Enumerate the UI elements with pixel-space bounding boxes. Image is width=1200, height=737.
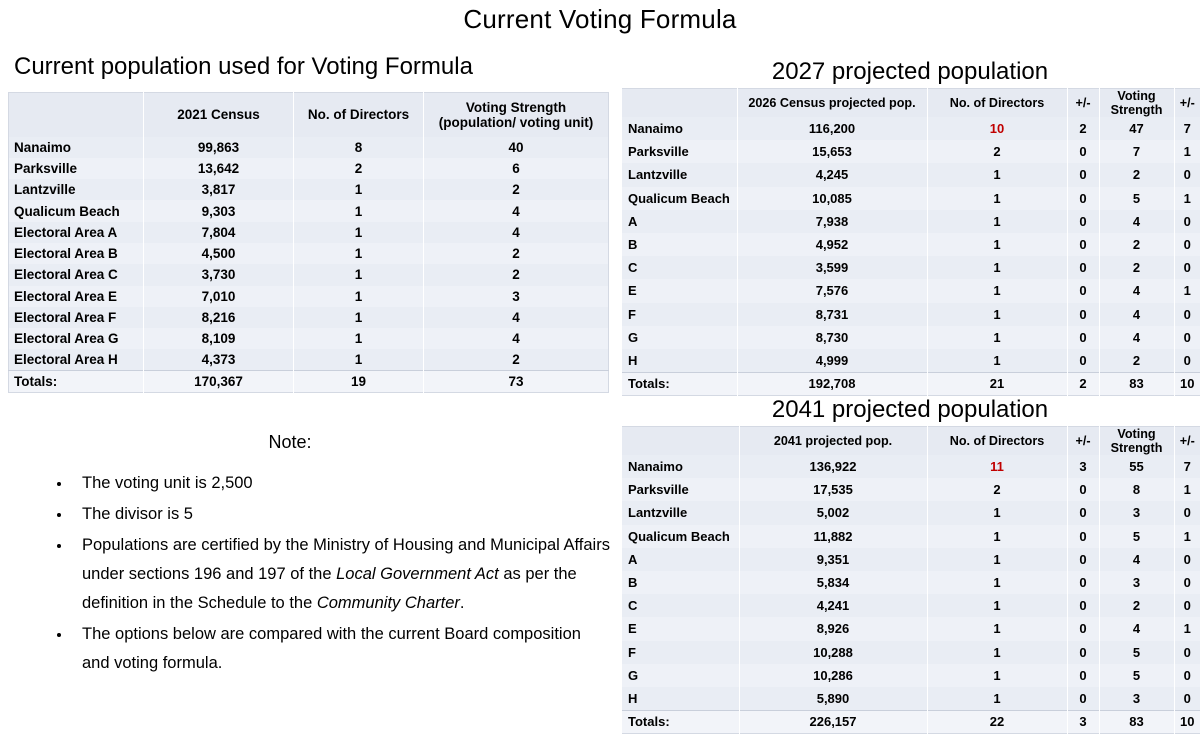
column-header-census: 2021 Census [144,93,294,137]
cell-number-of-directors: 1 [927,664,1067,687]
cell-number-of-directors: 2 [927,140,1067,163]
cell-number-of-directors: 1 [294,222,424,243]
cell-census-population: 4,373 [144,349,294,370]
cell-voting-strength: 4 [1099,279,1174,302]
cell-voting-strength-delta: 1 [1174,478,1200,501]
cell-jurisdiction-name: Parksville [9,158,144,179]
cell-voting-strength: 3 [1099,571,1174,594]
cell-directors-delta: 3 [1067,455,1099,478]
cell-number-of-directors: 8 [294,137,424,158]
column-header-directors-delta: +/- [1067,89,1099,118]
cell-projected-population: 4,952 [737,233,927,256]
cell-projected-population: 5,834 [739,571,927,594]
table-row [9,179,609,200]
cell-jurisdiction-name: C [622,594,739,617]
cell-directors-delta: 0 [1067,478,1099,501]
table-row [9,222,609,243]
column-header-voting-strength-delta: +/- [1174,89,1200,118]
column-header-directors-delta: +/- [1067,427,1099,456]
column-header-name [9,93,144,137]
cell-totals-label: Totals: [622,372,737,395]
cell-number-of-directors: 1 [927,525,1067,548]
cell-voting-strength: 4 [424,328,609,349]
projected-2041-table [622,426,1200,734]
cell-voting-strength-delta: 1 [1174,617,1200,640]
table-row [622,664,1200,687]
column-header-voting-strength [424,93,609,137]
cell-projected-population: 4,245 [737,163,927,186]
cell-jurisdiction-name: Qualicum Beach [622,525,739,548]
cell-voting-strength-delta: 7 [1174,117,1200,140]
table-row [622,478,1200,501]
cell-number-of-directors: 2 [927,478,1067,501]
cell-directors-delta: 2 [1067,117,1099,140]
column-header-voting-strength: Voting Strength [1099,427,1174,456]
cell-voting-strength: 4 [424,200,609,221]
table-row [9,328,609,349]
cell-number-of-directors: 1 [927,349,1067,372]
cell-number-of-directors: 1 [927,501,1067,524]
cell-directors-delta: 0 [1067,326,1099,349]
cell-projected-population: 8,926 [739,617,927,640]
cell-number-of-directors: 1 [294,349,424,370]
note-italic-term: Community Charter [316,594,460,612]
note-item [72,531,610,618]
cell-totals-voting-strength: 83 [1099,372,1174,395]
cell-number-of-directors: 1 [294,264,424,285]
column-header-directors: No. of Directors [294,93,424,137]
table-row [622,326,1200,349]
cell-number-of-directors: 1 [294,286,424,307]
cell-number-of-directors: 1 [927,571,1067,594]
cell-totals-directors: 22 [927,710,1067,733]
cell-totals-label: Totals: [622,710,739,733]
cell-directors-delta: 0 [1067,525,1099,548]
cell-directors-delta: 0 [1067,571,1099,594]
cell-totals-population: 192,708 [737,372,927,395]
cell-voting-strength: 2 [1099,594,1174,617]
table-row [622,210,1200,233]
cell-jurisdiction-name: H [622,349,737,372]
table-header-row [622,427,1200,456]
table-row [622,117,1200,140]
cell-projected-population: 116,200 [737,117,927,140]
note-item: • The options below are compared with the current Board composition and voting formula. [72,620,610,678]
table-row [622,187,1200,210]
cell-projected-population: 5,002 [739,501,927,524]
cell-number-of-directors: 1 [927,687,1067,710]
cell-census-population: 7,804 [144,222,294,243]
cell-jurisdiction-name: Electoral Area C [9,264,144,285]
table-row [622,163,1200,186]
cell-voting-strength-delta: 0 [1174,326,1200,349]
column-header-name [622,89,737,118]
current-population-table [8,92,609,393]
cell-jurisdiction-name: Electoral Area H [9,349,144,370]
table-row [622,641,1200,664]
cell-census-population: 3,817 [144,179,294,200]
totals-row [622,710,1200,733]
table-row [622,349,1200,372]
cell-jurisdiction-name: Qualicum Beach [622,187,737,210]
cell-directors-delta: 0 [1067,641,1099,664]
cell-voting-strength: 2 [1099,256,1174,279]
cell-voting-strength: 8 [1099,478,1174,501]
cell-projected-population: 9,351 [739,548,927,571]
cell-voting-strength: 4 [1099,326,1174,349]
cell-census-population: 8,109 [144,328,294,349]
cell-directors-delta: 0 [1067,548,1099,571]
table-row [9,243,609,264]
table-row [9,137,609,158]
cell-projected-population: 4,241 [739,594,927,617]
cell-directors-delta: 0 [1067,687,1099,710]
cell-projected-population: 3,599 [737,256,927,279]
cell-jurisdiction-name: Electoral Area G [9,328,144,349]
cell-voting-strength: 3 [424,286,609,307]
cell-jurisdiction-name: Electoral Area A [9,222,144,243]
cell-number-of-directors: 1 [927,163,1067,186]
cell-jurisdiction-name: A [622,210,737,233]
cell-voting-strength: 2 [1099,163,1174,186]
cell-jurisdiction-name: Nanaimo [622,455,739,478]
cell-voting-strength-delta: 0 [1174,349,1200,372]
cell-totals-label: Totals: [9,371,144,392]
cell-voting-strength-delta: 7 [1174,455,1200,478]
totals-row [9,371,609,392]
column-header-voting-strength: Voting Strength [1099,89,1174,118]
cell-jurisdiction-name: E [622,279,737,302]
cell-directors-delta: 0 [1067,594,1099,617]
cell-number-of-directors [927,455,1067,478]
cell-number-of-directors: 2 [294,158,424,179]
cell-jurisdiction-name: G [622,664,739,687]
cell-voting-strength-delta: 1 [1174,525,1200,548]
cell-voting-strength: 5 [1099,525,1174,548]
highlighted-value: 10 [989,121,1005,137]
cell-census-population: 13,642 [144,158,294,179]
cell-voting-strength-delta: 1 [1174,140,1200,163]
cell-totals-population: 226,157 [739,710,927,733]
cell-voting-strength: 55 [1099,455,1174,478]
note-text: . [459,594,465,612]
cell-directors-delta: 0 [1067,617,1099,640]
cell-voting-strength: 2 [1099,349,1174,372]
cell-jurisdiction-name: C [622,256,737,279]
cell-jurisdiction-name: Electoral Area B [9,243,144,264]
note-item: • The voting unit is 2,500 [72,469,610,498]
table-row [622,279,1200,302]
notes-block [10,432,610,680]
cell-projected-population: 7,938 [737,210,927,233]
cell-totals-directors-delta: 3 [1067,710,1099,733]
cell-number-of-directors: 1 [927,210,1067,233]
table-row [9,158,609,179]
cell-number-of-directors: 1 [294,307,424,328]
cell-voting-strength: 4 [1099,548,1174,571]
cell-jurisdiction-name: Nanaimo [9,137,144,158]
notes-title: Note: [268,432,312,452]
cell-number-of-directors: 1 [927,187,1067,210]
cell-voting-strength-delta: 0 [1174,303,1200,326]
cell-voting-strength-delta: 1 [1174,279,1200,302]
cell-directors-delta: 0 [1067,303,1099,326]
cell-voting-strength-delta: 0 [1174,687,1200,710]
cell-voting-strength: 7 [1099,140,1174,163]
cell-directors-delta: 0 [1067,279,1099,302]
table-row [622,140,1200,163]
page-title: Current Voting Formula [463,4,737,34]
cell-jurisdiction-name: Lantzville [9,179,144,200]
table-header-row [9,93,609,137]
cell-directors-delta: 0 [1067,233,1099,256]
cell-voting-strength: 6 [424,158,609,179]
cell-projected-population: 8,730 [737,326,927,349]
cell-voting-strength: 47 [1099,117,1174,140]
cell-voting-strength: 5 [1099,664,1174,687]
cell-projected-population: 15,653 [737,140,927,163]
column-header-directors: No. of Directors [927,89,1067,118]
left-section-heading: Current population used for Voting Formula [14,53,473,80]
cell-totals-voting-strength-delta: 10 [1174,372,1200,395]
cell-directors-delta: 0 [1067,349,1099,372]
cell-projected-population: 136,922 [739,455,927,478]
cell-census-population: 7,010 [144,286,294,307]
cell-census-population: 99,863 [144,137,294,158]
cell-number-of-directors: 1 [927,641,1067,664]
table-row [622,455,1200,478]
cell-number-of-directors: 1 [927,594,1067,617]
table-row [622,233,1200,256]
cell-totals-voting-strength: 73 [424,371,609,392]
cell-voting-strength: 4 [424,222,609,243]
cell-jurisdiction-name: Lantzville [622,501,739,524]
cell-voting-strength-delta: 0 [1174,256,1200,279]
cell-voting-strength: 2 [424,179,609,200]
cell-voting-strength: 2 [424,243,609,264]
cell-voting-strength-delta: 0 [1174,594,1200,617]
table-row [622,525,1200,548]
cell-totals-voting-strength: 83 [1099,710,1174,733]
cell-voting-strength-delta: 0 [1174,641,1200,664]
totals-row [622,372,1200,395]
cell-directors-delta: 0 [1067,664,1099,687]
projected-2027-table [622,88,1200,396]
cell-projected-population: 10,286 [739,664,927,687]
cell-jurisdiction-name: G [622,326,737,349]
cell-jurisdiction-name: Parksville [622,140,737,163]
cell-totals-directors-delta: 2 [1067,372,1099,395]
cell-number-of-directors: 1 [927,548,1067,571]
table-row [622,303,1200,326]
cell-jurisdiction-name: A [622,548,739,571]
table-row [9,200,609,221]
cell-voting-strength: 4 [1099,210,1174,233]
cell-census-population: 4,500 [144,243,294,264]
cell-jurisdiction-name: Parksville [622,478,739,501]
cell-number-of-directors [927,117,1067,140]
cell-jurisdiction-name: E [622,617,739,640]
cell-voting-strength-delta: 0 [1174,163,1200,186]
note-italic-term: Local Government Act [336,565,499,583]
cell-jurisdiction-name: Electoral Area F [9,307,144,328]
cell-directors-delta: 0 [1067,210,1099,233]
cell-voting-strength-delta: 0 [1174,210,1200,233]
cell-number-of-directors: 1 [294,328,424,349]
cell-projected-population: 7,576 [737,279,927,302]
table-header-row [622,89,1200,118]
cell-voting-strength-delta: 0 [1174,233,1200,256]
voting-strength-line2: (population/ voting unit) [438,114,594,130]
cell-number-of-directors: 1 [927,326,1067,349]
cell-voting-strength-delta: 1 [1174,187,1200,210]
cell-census-population: 8,216 [144,307,294,328]
cell-projected-population: 8,731 [737,303,927,326]
cell-voting-strength: 5 [1099,187,1174,210]
cell-number-of-directors: 1 [927,303,1067,326]
cell-census-population: 3,730 [144,264,294,285]
note-text: Populations are certified by the Ministry of Housing and Municipal Affairs under sections 196 and 197 of the [82,536,610,583]
cell-census-population: 9,303 [144,200,294,221]
cell-voting-strength: 2 [424,349,609,370]
table-row [622,501,1200,524]
table-row [622,548,1200,571]
table-row [622,617,1200,640]
table-row [9,264,609,285]
cell-jurisdiction-name: Electoral Area E [9,286,144,307]
table-row [622,594,1200,617]
column-header-name [622,427,739,456]
cell-jurisdiction-name: H [622,687,739,710]
cell-totals-voting-strength-delta: 10 [1174,710,1200,733]
cell-number-of-directors: 1 [294,243,424,264]
column-header-directors: No. of Directors [927,427,1067,456]
cell-directors-delta: 0 [1067,163,1099,186]
cell-voting-strength-delta: 0 [1174,501,1200,524]
cell-jurisdiction-name: Lantzville [622,163,737,186]
voting-strength-line1: Voting Strength [465,99,567,115]
cell-number-of-directors: 1 [927,279,1067,302]
heading-2041: 2041 projected population [771,396,1049,423]
cell-totals-population: 170,367 [144,371,294,392]
cell-jurisdiction-name: Nanaimo [622,117,737,140]
cell-number-of-directors: 1 [927,617,1067,640]
cell-jurisdiction-name: F [622,641,739,664]
table-row [622,256,1200,279]
note-text: as per the definition in the Schedule to the [82,565,577,612]
cell-jurisdiction-name: B [622,233,737,256]
column-header-voting-strength-delta: +/- [1174,427,1200,456]
cell-voting-strength: 2 [424,264,609,285]
cell-totals-directors: 19 [294,371,424,392]
cell-totals-directors: 21 [927,372,1067,395]
table-row [622,687,1200,710]
cell-projected-population: 10,085 [737,187,927,210]
cell-voting-strength: 2 [1099,233,1174,256]
cell-jurisdiction-name: F [622,303,737,326]
table-row [9,349,609,370]
cell-jurisdiction-name: Qualicum Beach [9,200,144,221]
cell-voting-strength: 4 [1099,303,1174,326]
cell-directors-delta: 0 [1067,501,1099,524]
cell-voting-strength: 5 [1099,641,1174,664]
cell-voting-strength-delta: 0 [1174,548,1200,571]
table-row [9,307,609,328]
cell-voting-strength: 3 [1099,687,1174,710]
cell-directors-delta: 0 [1067,187,1099,210]
cell-jurisdiction-name: B [622,571,739,594]
cell-voting-strength-delta: 0 [1174,664,1200,687]
table-row [622,571,1200,594]
column-header-projected-pop: 2041 projected pop. [739,427,927,456]
cell-voting-strength: 4 [424,307,609,328]
cell-projected-population: 4,999 [737,349,927,372]
cell-number-of-directors: 1 [927,233,1067,256]
cell-projected-population: 17,535 [739,478,927,501]
cell-voting-strength: 4 [1099,617,1174,640]
heading-2027: 2027 projected population [771,58,1049,85]
cell-voting-strength: 3 [1099,501,1174,524]
cell-directors-delta: 0 [1067,140,1099,163]
cell-voting-strength: 40 [424,137,609,158]
notes-list [10,469,610,678]
highlighted-value: 11 [990,459,1004,475]
cell-voting-strength-delta: 0 [1174,571,1200,594]
cell-number-of-directors: 1 [294,179,424,200]
table-row [9,286,609,307]
cell-projected-population: 10,288 [739,641,927,664]
cell-projected-population: 11,882 [739,525,927,548]
cell-number-of-directors: 1 [294,200,424,221]
cell-number-of-directors: 1 [927,256,1067,279]
column-header-projected-pop: 2026 Census projected pop. [737,89,927,118]
cell-directors-delta: 0 [1067,256,1099,279]
cell-projected-population: 5,890 [739,687,927,710]
note-item: • The divisor is 5 [72,500,610,529]
